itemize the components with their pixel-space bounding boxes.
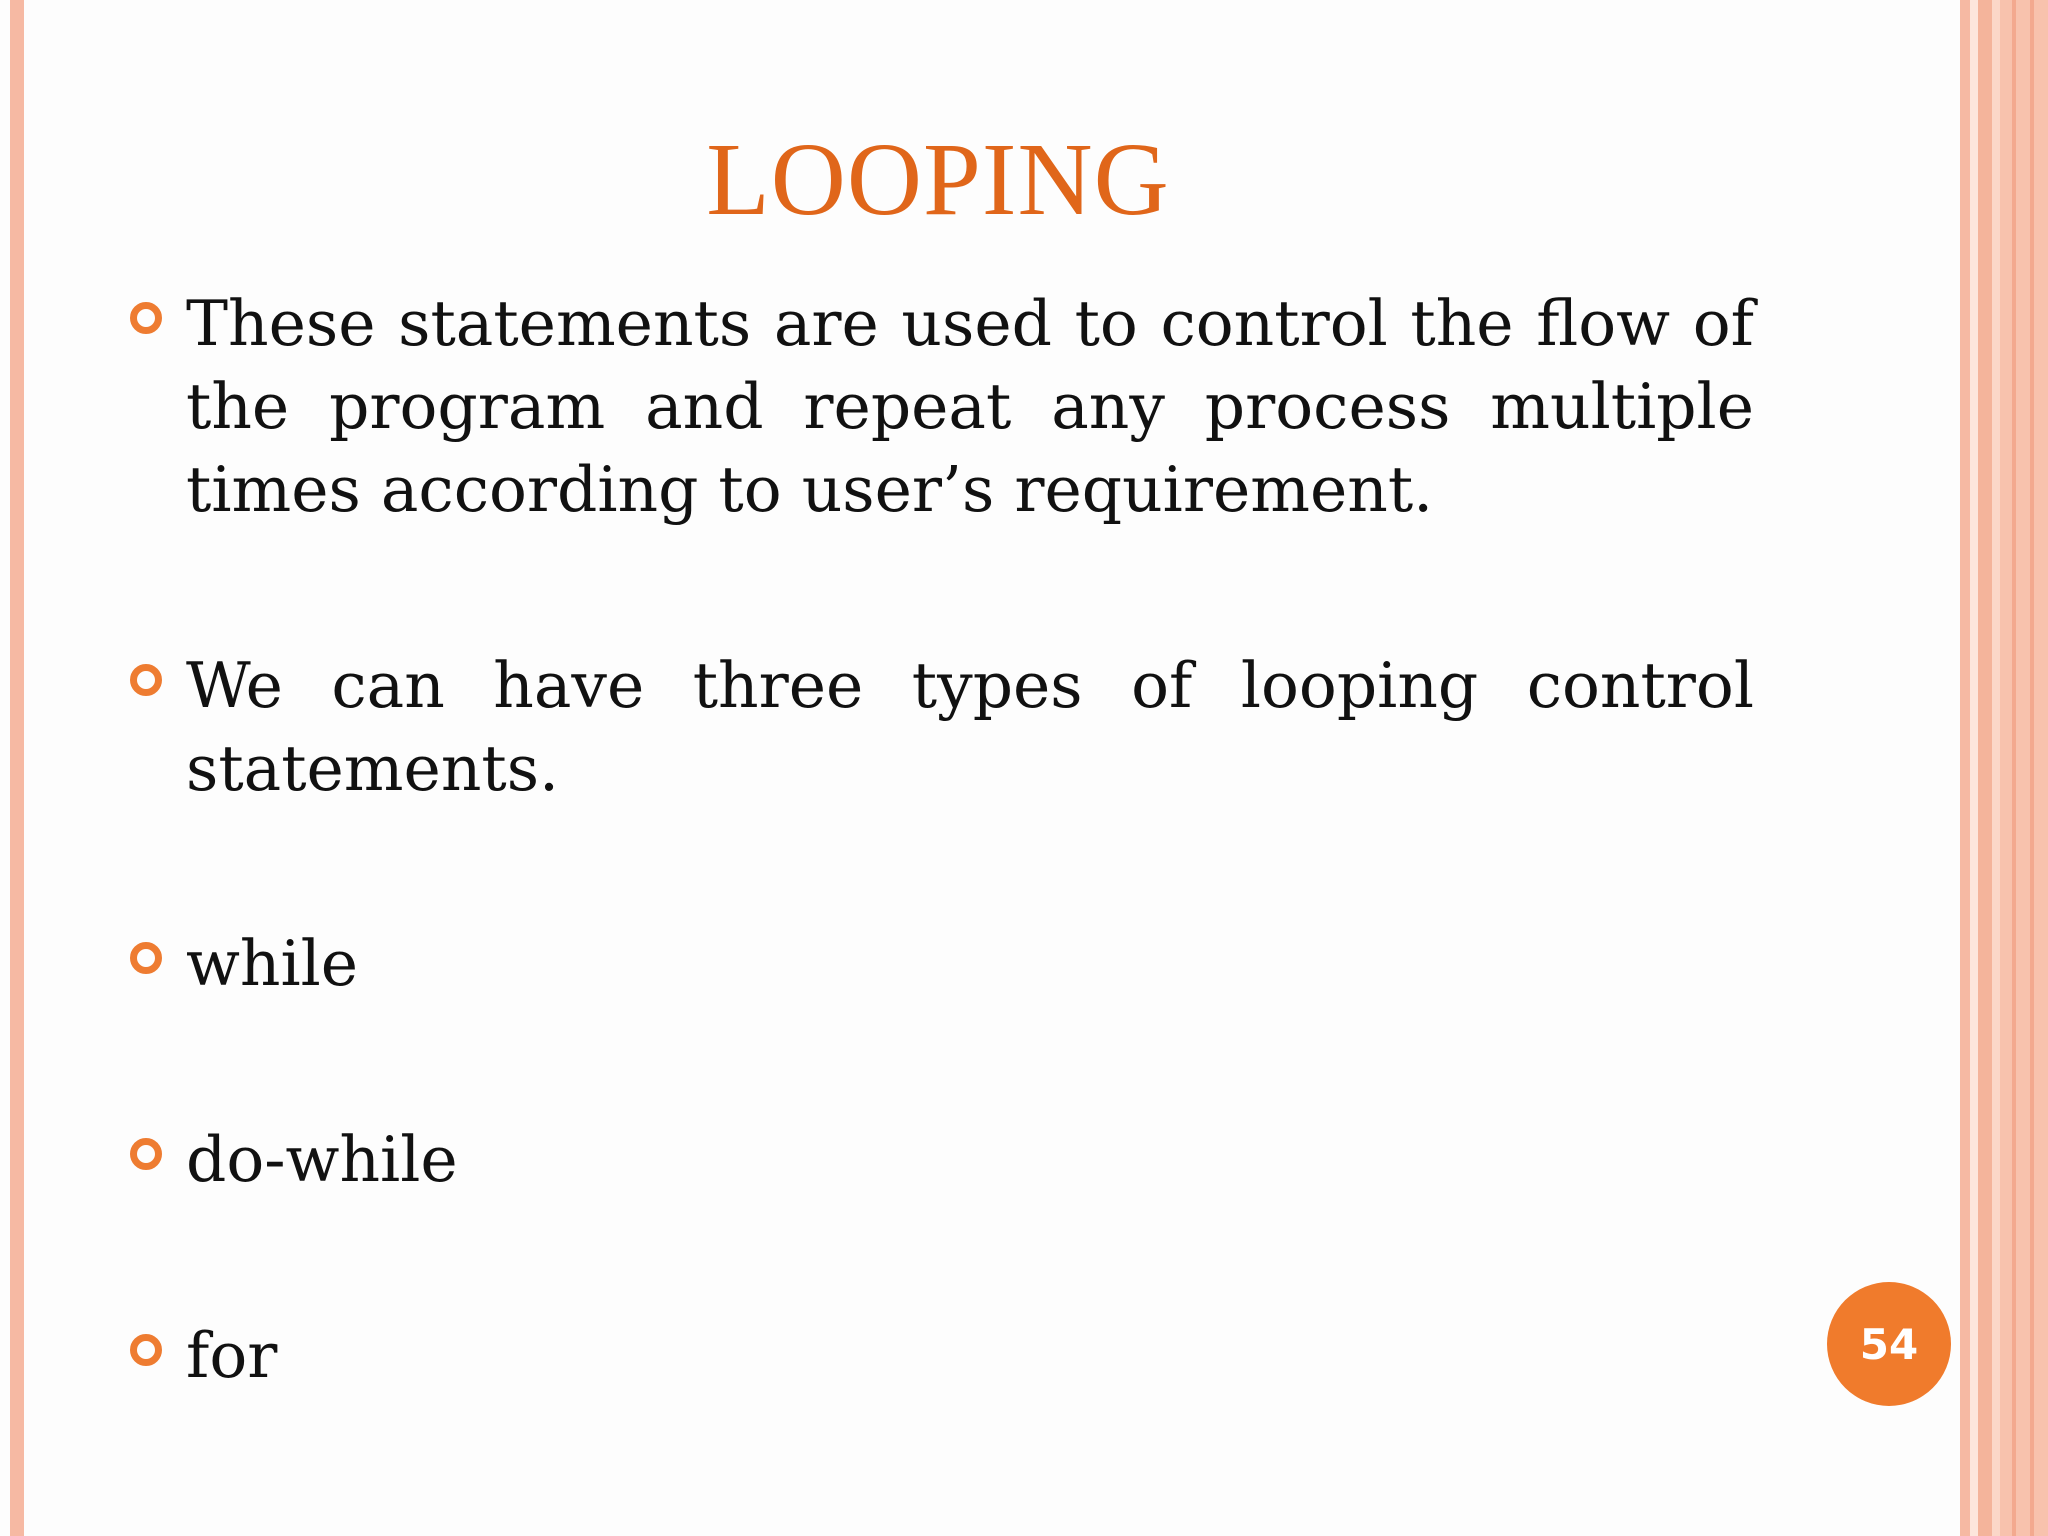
hollow-circle-bullet-icon [130, 302, 162, 334]
right-border-stripe [1978, 0, 1992, 1536]
right-border-stripe [1970, 0, 1978, 1536]
slide-title: LOOPING [706, 122, 1170, 237]
page-number-badge: 54 [1827, 1282, 1951, 1406]
bullet-text: while [186, 927, 359, 1000]
hollow-circle-bullet-icon [130, 942, 162, 974]
bullet-text: These statements are used to control the flow of the program and repeat any process multiple times according to user’s requirement. [186, 287, 1754, 526]
bullet-text: for [186, 1319, 278, 1392]
right-border-stripe [2030, 0, 2034, 1536]
right-border-stripe [2000, 0, 2048, 1536]
bullet-text: do-while [186, 1123, 458, 1196]
right-border-stripe [1992, 0, 2000, 1536]
hollow-circle-bullet-icon [130, 1138, 162, 1170]
bullet-text: We can have three types of looping control statements. [186, 649, 1754, 805]
right-border-stripe [1960, 0, 1970, 1536]
right-border-stripe [2012, 0, 2016, 1536]
hollow-circle-bullet-icon [130, 1334, 162, 1366]
hollow-circle-bullet-icon [130, 664, 162, 696]
